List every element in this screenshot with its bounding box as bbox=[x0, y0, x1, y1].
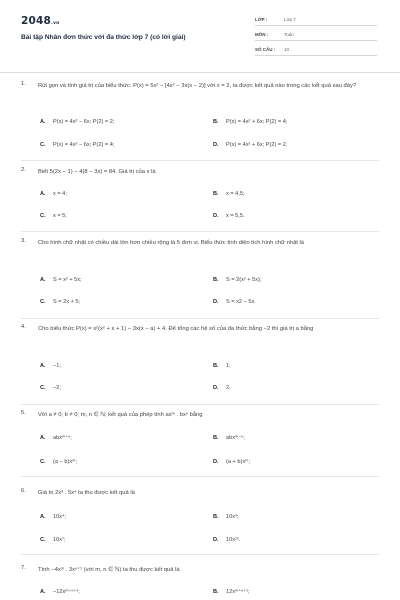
option-text: abxᵐ⁺ⁿ; bbox=[53, 435, 72, 441]
option-b[interactable] bbox=[213, 119, 287, 125]
option-letter: A. bbox=[40, 277, 46, 283]
option-text: (a − b)xᵐ; bbox=[53, 459, 77, 465]
option-text: −1; bbox=[53, 363, 61, 369]
option-letter: D. bbox=[213, 459, 219, 465]
option-letter: C. bbox=[40, 213, 46, 219]
option-d[interactable] bbox=[213, 459, 250, 465]
option-c[interactable] bbox=[40, 299, 80, 305]
option-text: S = 2(x² + 5x); bbox=[226, 277, 262, 283]
question-divider bbox=[21, 404, 379, 405]
option-letter: A. bbox=[40, 191, 46, 197]
question-number: 4. bbox=[21, 324, 26, 330]
option-letter: D. bbox=[213, 537, 219, 543]
option-text: (a + b)xᵐ; bbox=[226, 459, 250, 465]
option-b[interactable] bbox=[213, 363, 231, 369]
option-a[interactable] bbox=[40, 119, 114, 125]
option-a[interactable] bbox=[40, 191, 67, 197]
option-letter: B. bbox=[213, 435, 219, 441]
question-number: 1. bbox=[21, 81, 26, 87]
option-text: abxᵐ⁻ⁿ; bbox=[226, 435, 245, 441]
question-divider bbox=[21, 160, 379, 161]
option-text: −12xᵐ⁺ⁿ⁺¹; bbox=[53, 589, 80, 595]
option-letter: B. bbox=[213, 514, 219, 520]
option-letter: B. bbox=[213, 119, 219, 125]
option-letter: B. bbox=[213, 277, 219, 283]
option-d[interactable] bbox=[213, 142, 287, 148]
option-a[interactable] bbox=[40, 277, 82, 283]
question-number: 7. bbox=[21, 565, 26, 571]
option-text: S = x² + 5x; bbox=[53, 277, 82, 283]
question-divider bbox=[21, 318, 379, 319]
option-letter: A. bbox=[40, 435, 46, 441]
option-text: S = 2x + 5; bbox=[53, 299, 81, 305]
question-divider bbox=[21, 554, 379, 555]
question-number: 6. bbox=[21, 488, 26, 494]
option-letter: A. bbox=[40, 119, 46, 125]
option-text: 12xᵐ⁺ⁿ⁺¹; bbox=[226, 589, 250, 595]
option-text: 1; bbox=[226, 363, 231, 369]
option-d[interactable] bbox=[213, 213, 245, 219]
option-letter: D. bbox=[213, 299, 219, 305]
option-letter: B. bbox=[213, 191, 219, 197]
meta-label: MÔN : bbox=[255, 32, 269, 37]
meta-value: Lớp 7 bbox=[284, 17, 296, 22]
question-number: 2. bbox=[21, 167, 26, 173]
option-letter: B. bbox=[213, 589, 219, 595]
option-c[interactable] bbox=[40, 142, 114, 148]
option-text: P(x) = 4x² + 6x; P(2) = 2. bbox=[226, 142, 288, 148]
question-text: Cho biểu thức P(x) = x²(x² + x + 1) − 3x(x − a) + 4. Để tổng các hệ số của đa thức bằng −2 thì giá trị a bằng bbox=[38, 326, 314, 332]
question-text: Tính −4xᵐ . 3xⁿ⁺¹ (với m, n ∈ ℕ) ta thu được kết quả là bbox=[38, 567, 180, 573]
option-b[interactable] bbox=[213, 277, 261, 283]
option-d[interactable] bbox=[213, 537, 240, 543]
site-logo[interactable] bbox=[21, 15, 59, 27]
question-text: Rút gọn và tính giá trị của biểu thức: P(x) = 5x² − [4x² − 3x(x − 2)] với x = 2, ta được kết quả nào trong các kết quả sau đây? bbox=[38, 83, 357, 89]
page-title: Bài tập Nhân đơn thức với đa thức lớp 7 (có lời giải) bbox=[21, 34, 186, 41]
option-text: 10x⁷; bbox=[53, 537, 66, 543]
question-text: Cho hình chữ nhật có chiều dài lớn hơn chiều rộng là 5 đơn vị. Biểu thức tính diện tích hình chữ nhật là bbox=[38, 240, 305, 246]
option-letter: A. bbox=[40, 514, 46, 520]
option-b[interactable] bbox=[213, 191, 245, 197]
meta-row-subject bbox=[255, 29, 377, 41]
meta-value: 10 bbox=[284, 47, 290, 52]
option-a[interactable] bbox=[40, 363, 61, 369]
option-c[interactable] bbox=[40, 459, 77, 465]
question-text: Biết 5(2x − 1) − 4(8 − 3x) = 84. Giá trị của x là bbox=[38, 169, 156, 175]
option-text: x = 5,5. bbox=[226, 213, 245, 219]
option-c[interactable] bbox=[40, 213, 67, 219]
option-letter: C. bbox=[40, 459, 46, 465]
question-text: Giá trị 2x³ . 5x⁴ ta thu được kết quả là bbox=[38, 490, 135, 496]
option-text: P(x) = 4x² − 6x; P(2) = 4; bbox=[53, 142, 115, 148]
option-a[interactable] bbox=[40, 589, 80, 595]
question-divider bbox=[21, 476, 379, 477]
logo-suffix: .vn bbox=[51, 21, 60, 26]
option-b[interactable] bbox=[213, 514, 238, 520]
option-text: 2. bbox=[226, 385, 231, 391]
option-text: 10x³; bbox=[226, 514, 239, 520]
option-text: x = 5; bbox=[53, 213, 67, 219]
meta-row-class bbox=[255, 14, 377, 26]
option-d[interactable] bbox=[213, 299, 256, 305]
option-letter: A. bbox=[40, 589, 46, 595]
option-letter: A. bbox=[40, 363, 46, 369]
option-letter: D. bbox=[213, 385, 219, 391]
page-header bbox=[0, 0, 400, 64]
question-number: 5. bbox=[21, 410, 26, 416]
option-b[interactable] bbox=[213, 589, 250, 595]
header-divider bbox=[0, 72, 400, 73]
option-b[interactable] bbox=[213, 435, 245, 441]
option-text: S = x2 − 5x. bbox=[226, 299, 256, 305]
meta-row-count bbox=[255, 44, 377, 56]
option-d[interactable] bbox=[213, 385, 231, 391]
option-text: x = 4,5; bbox=[226, 191, 245, 197]
option-letter: B. bbox=[213, 363, 219, 369]
option-letter: D. bbox=[213, 142, 219, 148]
option-letter: C. bbox=[40, 299, 46, 305]
option-a[interactable] bbox=[40, 435, 72, 441]
option-a[interactable] bbox=[40, 514, 66, 520]
question-text: Với a ≠ 0; b ≠ 0; m, n ∈ ℕ; kết quả của phép tính axᵐ . bxⁿ bằng bbox=[38, 412, 203, 418]
option-text: −2; bbox=[53, 385, 61, 391]
meta-label: LỚP : bbox=[255, 17, 268, 22]
logo-text: 2048 bbox=[21, 15, 52, 27]
option-c[interactable] bbox=[40, 537, 66, 543]
option-text: P(x) = 4x² + 6x; P(2) = 4; bbox=[226, 119, 288, 125]
meta-label: SỐ CÂU : bbox=[255, 47, 276, 52]
option-text: x = 4; bbox=[53, 191, 67, 197]
option-letter: C. bbox=[40, 142, 46, 148]
option-c[interactable] bbox=[40, 385, 61, 391]
option-text: 10x⁴; bbox=[53, 514, 66, 520]
option-letter: C. bbox=[40, 385, 46, 391]
option-text: 10x¹². bbox=[226, 537, 241, 543]
question-number: 3. bbox=[21, 238, 26, 244]
question-divider bbox=[21, 231, 379, 232]
meta-value: Toán bbox=[284, 32, 294, 37]
option-letter: C. bbox=[40, 537, 46, 543]
option-text: P(x) = 4x² − 6x; P(2) = 2; bbox=[53, 119, 115, 125]
option-letter: D. bbox=[213, 213, 219, 219]
